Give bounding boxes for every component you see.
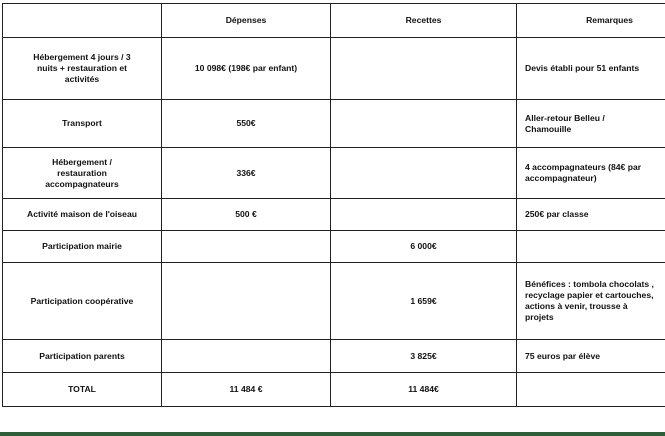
header-remarques: Remarques [517,4,665,38]
table-row [3,340,665,373]
label-line: Hébergement / [52,156,112,167]
row-label [3,340,162,373]
depenses-cell [162,263,331,340]
remarques-cell [517,340,665,373]
label-line: Hébergement 4 jours / 3 [33,52,131,62]
table-row [3,148,665,199]
depenses-cell: 10 098€ (198€ par enfant) [162,38,331,100]
header-blank [3,4,162,38]
recettes-cell: 3 825€ [331,340,517,373]
label-line: Transport [62,118,102,128]
table-row [3,231,665,263]
row-label [3,100,162,148]
table-row [3,263,665,340]
remarques-cell [517,148,665,199]
total-row [3,373,665,407]
remarques-cell [517,38,665,100]
row-label [3,38,162,100]
label-line: Participation parents [39,350,125,361]
remark-line: projets [525,312,554,322]
recettes-cell [331,148,517,199]
depenses-cell: 336€ [162,148,331,199]
recettes-cell: 1 659€ [331,263,517,340]
header-row [3,4,665,38]
depenses-cell: 500 € [162,199,331,231]
remarques-cell [517,373,665,407]
recettes-cell [331,199,517,231]
recettes-cell [331,38,517,100]
depenses-total: 11 484 € [162,373,331,407]
bottom-band [0,432,665,436]
row-label [3,373,162,407]
recettes-cell: 6 000€ [331,231,517,263]
depenses-cell: 550€ [162,100,331,148]
label-line: Participation coopérative [30,295,134,306]
row-label [3,263,162,340]
remarques-cell [517,231,665,263]
remark-line: 250€ par classe [525,209,589,219]
remark-line: actions à venir, trousse à [525,301,628,311]
table-row [3,100,665,148]
remarques-cell [517,263,665,340]
recettes-total: 11 484€ [331,373,517,407]
header-depenses: Dépenses [162,4,331,38]
label-line: Participation mairie [42,241,122,251]
remarques-cell [517,199,665,231]
remarques-cell [517,100,665,148]
label-line: Activité maison de l'oiseau [27,209,137,219]
label-line: nuits + restauration et [36,63,128,73]
depenses-cell [162,231,331,263]
remark-line: Bénéfices : tombola chocolats , [525,279,654,289]
row-label [3,199,162,231]
remark-line: accompagnateur) [525,173,597,183]
remark-line: recyclage papier et cartouches, [525,290,654,300]
header-recettes: Recettes [331,4,517,38]
row-label [3,231,162,263]
remark-line: Chamouille [525,123,572,134]
remark-line: 75 euros par élève [525,350,601,361]
recettes-cell [331,100,517,148]
label-line: restauration [57,167,107,178]
budget-table [2,3,665,407]
remark-line: 4 accompagnateurs (84€ par [525,162,642,172]
table-row [3,199,665,231]
label-line: activités [64,74,100,84]
remark-line: Devis établi pour 51 enfants [525,63,640,73]
depenses-cell [162,340,331,373]
label-line: accompagnateurs [45,178,119,189]
table-row [3,38,665,100]
label-line: TOTAL [68,384,96,394]
remark-line: Aller-retour Belleu / [525,112,605,123]
row-label [3,148,162,199]
